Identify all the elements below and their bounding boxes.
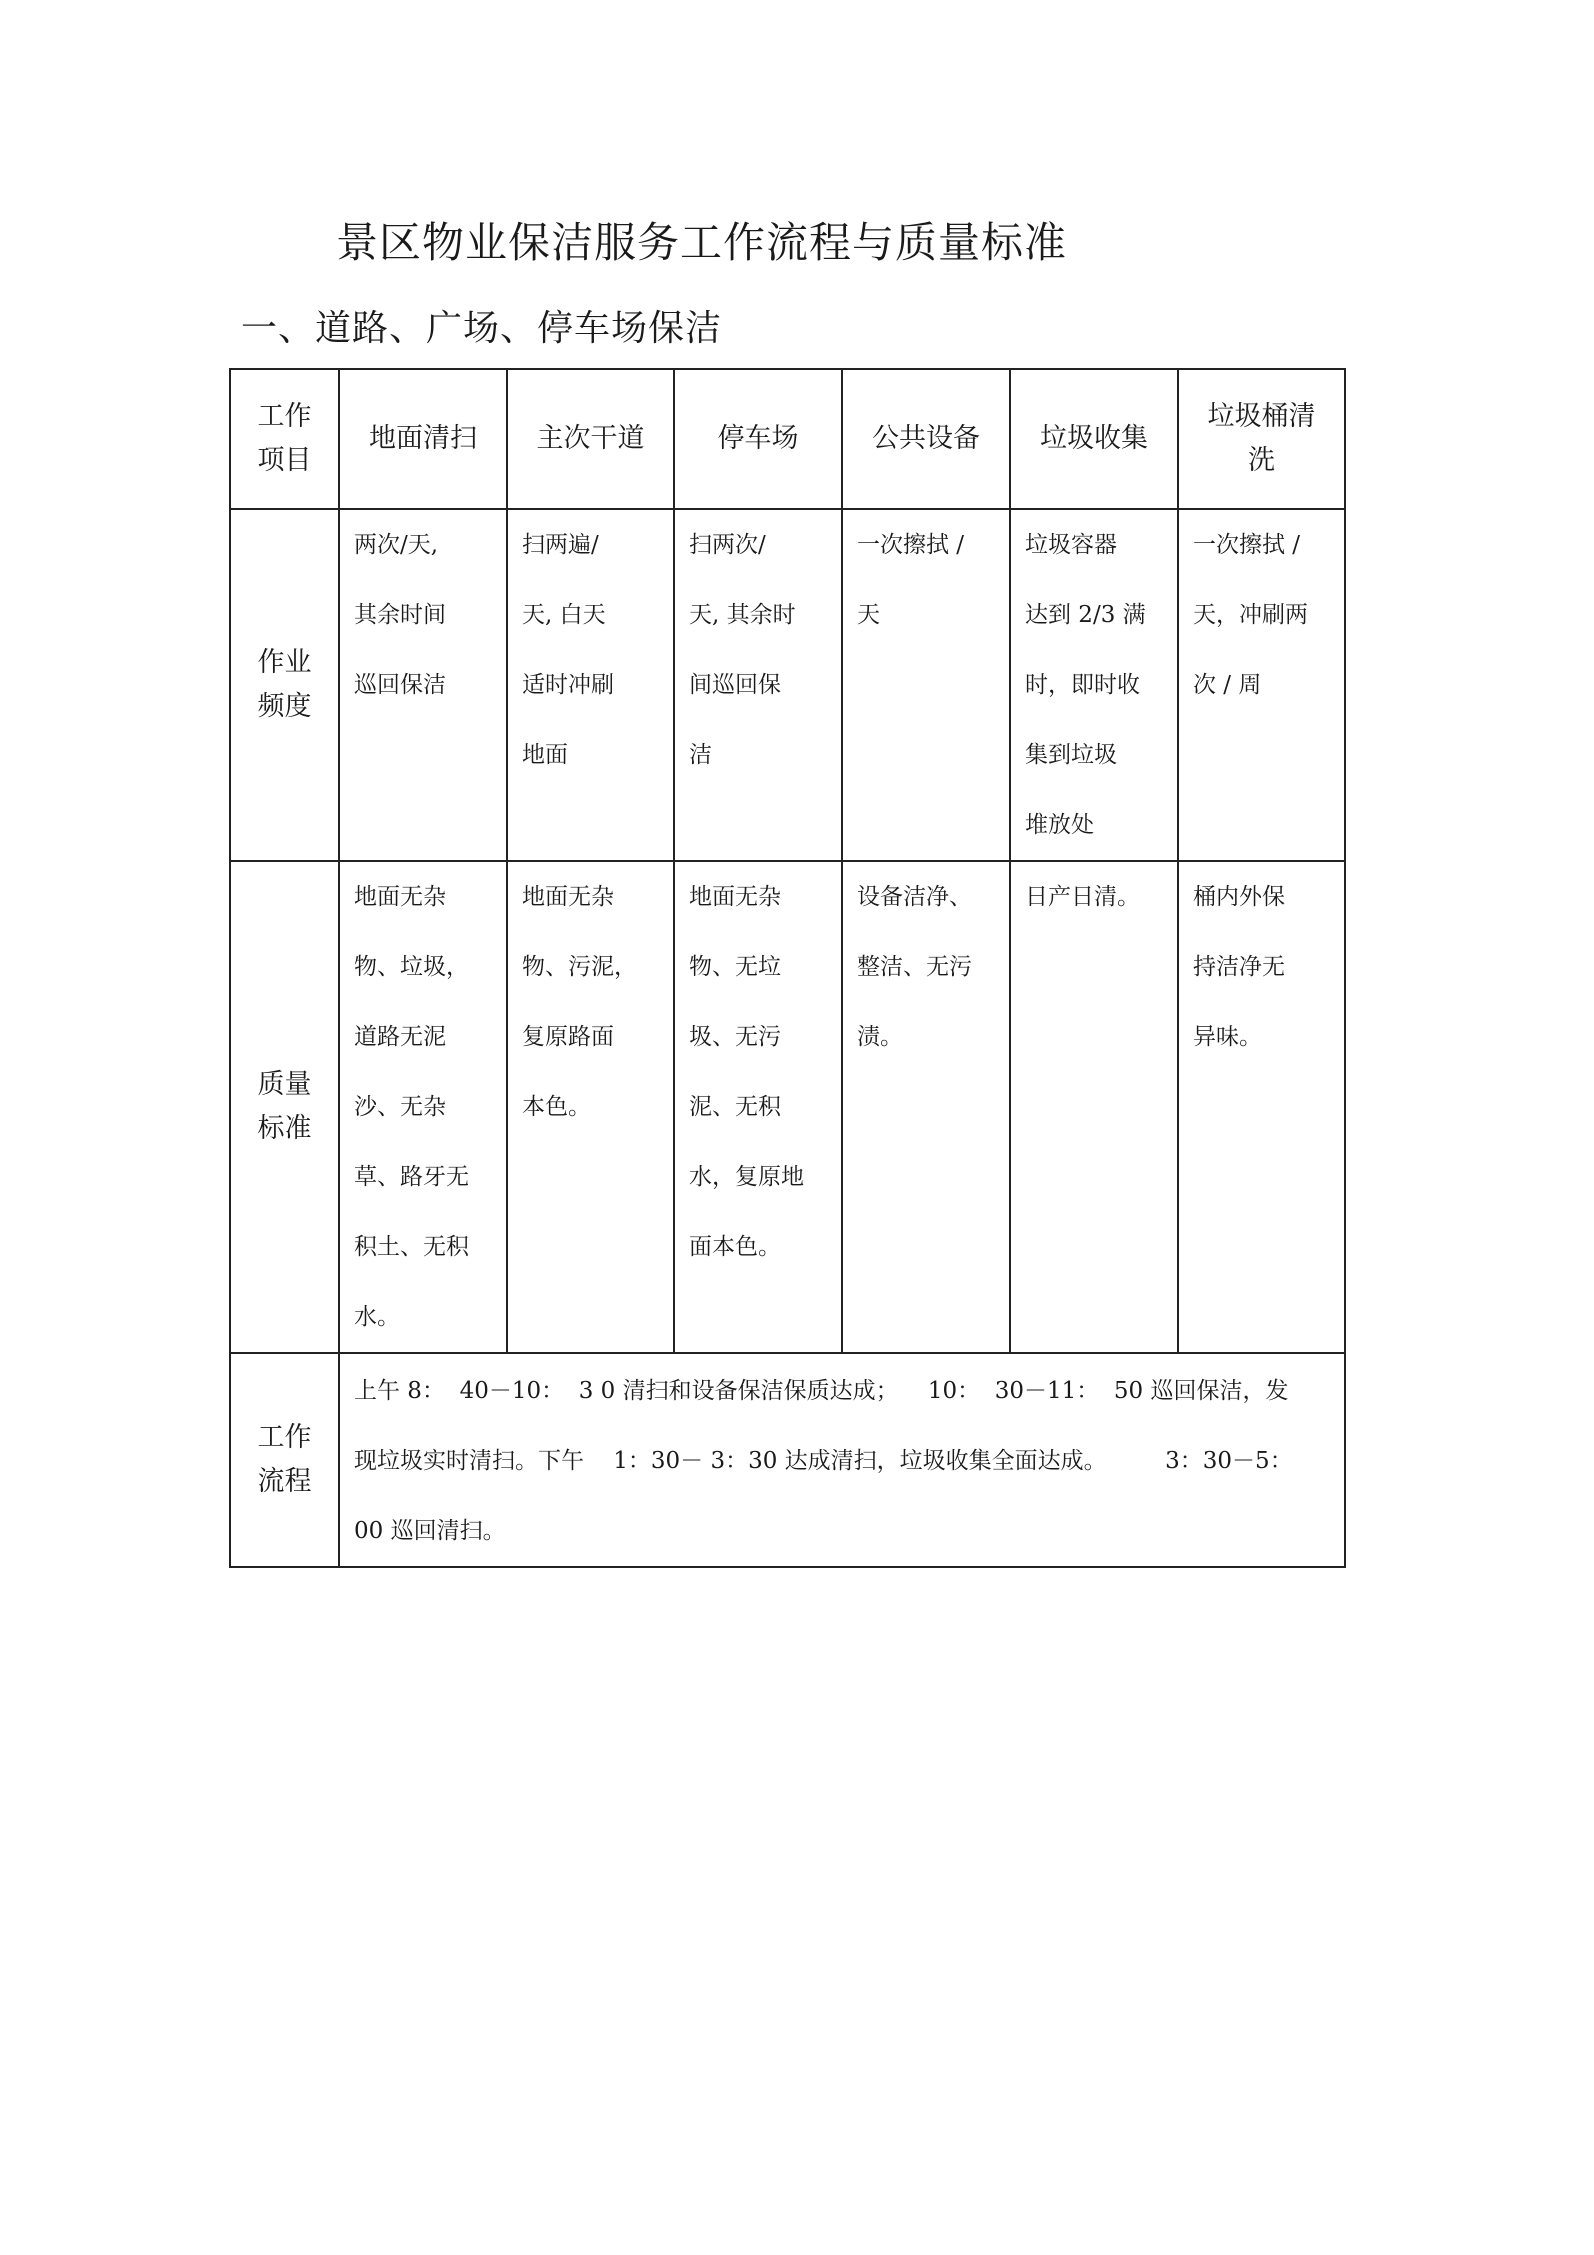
table-cell bbox=[507, 509, 674, 861]
table-cell bbox=[1010, 861, 1178, 1353]
header-cell-work-item bbox=[230, 369, 339, 509]
table-cell bbox=[507, 861, 674, 1353]
header-cell-parking-lot bbox=[674, 369, 842, 509]
cell-text: 设备洁净、 整洁、无污 渍。 bbox=[857, 884, 972, 1050]
table-cell bbox=[1010, 509, 1178, 861]
table-header-row bbox=[230, 369, 1345, 509]
header-label: 垃圾桶清 洗 bbox=[1207, 401, 1316, 476]
table-cell bbox=[842, 509, 1010, 861]
cell-text: 扫两遍/ 天, 白天 适时冲刷 地面 bbox=[522, 532, 614, 768]
cell-text: 地面无杂 物、污泥， 复原路面 本色。 bbox=[522, 884, 637, 1120]
table-cell bbox=[339, 861, 507, 1353]
document-title: 景区物业保洁服务工作流程与质量标准 bbox=[336, 218, 1068, 267]
cell-text: 桶内外保 持洁净无 异味。 bbox=[1193, 884, 1285, 1050]
header-label: 公共设备 bbox=[872, 423, 980, 454]
cell-text: 日产日清。 bbox=[1025, 884, 1140, 910]
table-cell bbox=[674, 509, 842, 861]
section-heading: 一、道路、广场、停车场保洁 bbox=[241, 308, 723, 349]
table-cell bbox=[842, 861, 1010, 1353]
table-cell bbox=[339, 509, 507, 861]
table-row-quality bbox=[230, 861, 1345, 1353]
cell-text: 一次擦拭 / 天 bbox=[857, 532, 965, 628]
cell-text: 一次擦拭 / 天，冲刷两 次 / 周 bbox=[1193, 532, 1308, 698]
cell-text: 两次/天, 其余时间 巡回保洁 bbox=[354, 532, 446, 698]
header-label: 停车场 bbox=[717, 423, 799, 454]
cell-text: 扫两次/ 天, 其余时 间巡回保 洁 bbox=[689, 532, 796, 768]
header-label: 主次干道 bbox=[536, 423, 645, 454]
table-cell bbox=[1178, 861, 1345, 1353]
cell-text: 垃圾容器 达到 2/3 满 时，即时收 集到垃圾 堆放处 bbox=[1025, 532, 1146, 838]
process-line: 上午 8： 40－10： 3 0 清扫和设备保洁保质达成； 10： 30－11： 50 巡回保洁，发 bbox=[354, 1378, 1289, 1404]
table-cell bbox=[1178, 509, 1345, 861]
cell-text: 地面无杂 物、无垃 圾、无污 泥、无积 水，复原地 面本色。 bbox=[689, 884, 804, 1260]
row-label-quality: 质量 标准 bbox=[230, 861, 339, 1353]
header-label: 垃圾收集 bbox=[1040, 423, 1148, 454]
process-description bbox=[339, 1353, 1345, 1567]
process-line: 00 巡回清扫。 bbox=[354, 1518, 506, 1544]
table-cell bbox=[674, 861, 842, 1353]
cell-text: 地面无杂 物、垃圾， 道路无泥 沙、无杂 草、路牙无 积土、无积 水。 bbox=[354, 884, 469, 1330]
cleaning-standards-table bbox=[229, 368, 1346, 1568]
row-label-process: 工作 流程 bbox=[230, 1353, 339, 1567]
process-line: 现垃圾实时清扫。下午 1：30－ 3：30 达成清扫，垃圾收集全面达成。 3：30－5： bbox=[354, 1448, 1293, 1474]
header-cell-garbage-collection bbox=[1010, 369, 1178, 509]
header-label: 工作 项目 bbox=[257, 401, 312, 476]
header-cell-public-equipment bbox=[842, 369, 1010, 509]
header-cell-main-roads bbox=[507, 369, 674, 509]
row-label-frequency: 作业 频度 bbox=[230, 509, 339, 861]
header-label: 地面清扫 bbox=[369, 423, 477, 454]
header-cell-ground-sweeping bbox=[339, 369, 507, 509]
table-row-process bbox=[230, 1353, 1345, 1567]
header-cell-bin-washing bbox=[1178, 369, 1345, 509]
table-row-frequency bbox=[230, 509, 1345, 861]
